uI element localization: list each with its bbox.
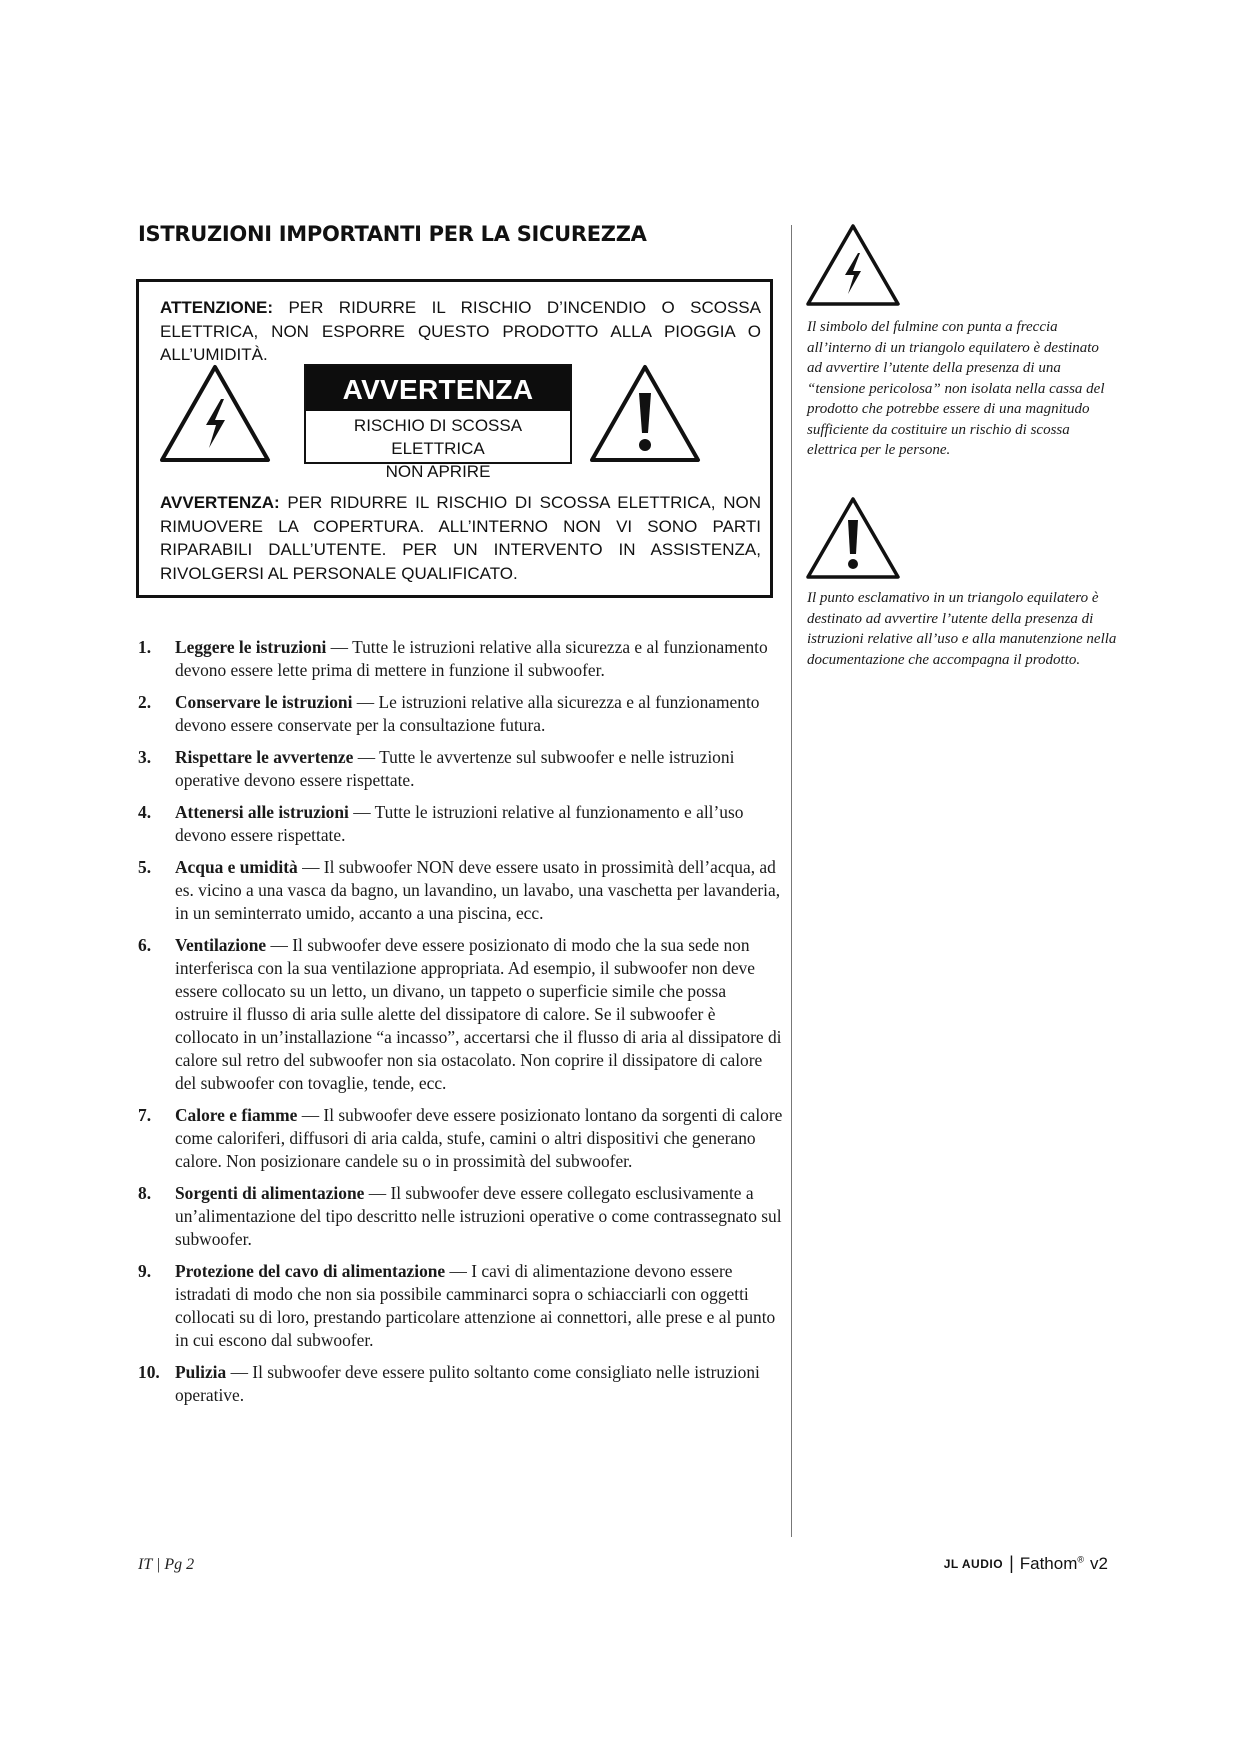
instruction-text: — Il subwoofer NON deve essere usato in prossimità dell’acqua, ad es. vicino a una vasca da bagno, un lavandino, un lavabo, una vaschetta per lavanderia, in un seminterrato umido, accanto a una piscina, ecc. — [175, 857, 781, 923]
instruction-number: 4. — [138, 802, 152, 822]
instruction-title: Conservare le istruzioni — [175, 692, 353, 712]
avvertenza-title: AVVERTENZA — [306, 366, 570, 411]
avvertenza-line-1: RISCHIO DI SCOSSA ELETTRICA — [353, 416, 523, 458]
instruction-number: 3. — [138, 747, 152, 767]
instruction-title: Acqua e umidità — [175, 857, 298, 877]
instruction-item — [138, 1182, 783, 1251]
product-name — [1020, 1554, 1084, 1574]
instruction-title: Rispettare le avvertenze — [175, 747, 354, 767]
instruction-item — [138, 1104, 783, 1173]
instruction-title: Sorgenti di alimentazione — [175, 1183, 365, 1203]
instruction-item — [138, 1260, 783, 1352]
brand-logo: JL AUDIO — [943, 1556, 1004, 1571]
attenzione-label: ATTENZIONE: — [160, 298, 274, 317]
instruction-number: 1. — [138, 637, 152, 657]
instruction-item — [138, 746, 783, 792]
instruction-number: 6. — [138, 935, 152, 955]
attenzione-text: PER RIDURRE IL RISCHIO D’INCENDIO O SCOSSA ELETTRICA, NON ESPORRE QUESTO PRODOTTO ALLA PIOGGIA O ALL’UMIDITÀ. — [160, 298, 761, 364]
page-title: ISTRUZIONI IMPORTANTI PER LA SICUREZZA — [138, 222, 647, 246]
product-title: Fathom — [1019, 1553, 1078, 1573]
instruction-title: Ventilazione — [175, 935, 267, 955]
exclamation-triangle-icon — [588, 363, 702, 464]
instruction-text: — Le istruzioni relative alla sicurezza e al funzionamento devono essere conservate per la consultazione futura. — [175, 692, 760, 735]
instruction-title: Pulizia — [175, 1362, 227, 1382]
product-version: v2 — [1090, 1553, 1108, 1573]
footer-brand — [944, 1553, 1108, 1574]
instruction-text: — Il subwoofer deve essere collegato esclusivamente a un’alimentazione del tipo descritto nelle istruzioni operative o come contrassegnato sul subwoofer. — [175, 1183, 782, 1249]
instruction-text: — I cavi di alimentazione devono essere istradati di modo che non sia possibile camminarci sopra o schiacciarli con oggetti collocati su di loro, prestando particolare attenzione ai connettori, alle prese e al punto in cui escono dal subwoofer. — [175, 1261, 776, 1350]
avvertenza-text: PER RIDURRE IL RISCHIO DI SCOSSA ELETTRICA, NON RIMUOVERE LA COPERTURA. ALL’INTERNO NON VI SONO PARTI RIPARABILI DALL’UTENTE. PER UN INTERVENTO IN ASSISTENZA, RIVOLGERSI AL PERSONALE QUALIFICATO. — [160, 493, 761, 583]
sidebar-exclamation-icon — [805, 496, 901, 580]
sidebar-exclamation-text: Il punto esclamativo in un triangolo equilatero è destinato ad avvertire l’utente della presenza di istruzioni relative all’uso e alla manutenzione nella documentazione che accompagna il prodotto. — [807, 590, 1117, 668]
instruction-text: — Il subwoofer deve essere pulito soltanto come consigliato nelle istruzioni operative. — [175, 1362, 760, 1405]
instruction-title: Leggere le istruzioni — [175, 637, 327, 657]
instruction-item — [138, 1361, 783, 1407]
instruction-number: 10. — [138, 1362, 160, 1382]
warning-bottom-text — [160, 491, 761, 585]
instruction-number: 5. — [138, 857, 152, 877]
sidebar-lightning-icon — [805, 223, 901, 307]
instructions-list — [138, 636, 783, 1416]
instruction-item — [138, 691, 783, 737]
instruction-number: 8. — [138, 1183, 152, 1203]
registered-mark: ® — [1077, 1553, 1085, 1564]
avvertenza-label: AVVERTENZA: — [160, 493, 280, 512]
sidebar-lightning-text: Il simbolo del fulmine con punta a freccia all’interno di un triangolo equilatero è destinato ad avvertire l’utente della presenza di una “tensione pericolosa” non isolata nella cassa del prodotto che potrebbe essere di una magnitudo sufficiente da costituire un rischio di scossa elettrica per le persone. — [807, 319, 1105, 458]
instruction-number: 2. — [138, 692, 152, 712]
instruction-number: 9. — [138, 1261, 152, 1281]
instruction-item — [138, 856, 783, 925]
instruction-text: — Tutte le istruzioni relative al funzionamento e all’uso devono essere rispettate. — [175, 802, 744, 845]
avvertenza-line-2: NON APRIRE — [385, 462, 491, 481]
column-divider — [791, 225, 792, 1537]
warning-box — [136, 279, 773, 598]
instruction-item — [138, 801, 783, 847]
footer-separator: | — [1009, 1553, 1014, 1573]
instruction-text: — Il subwoofer deve essere posizionato di modo che la sua sede non interferisca con la sua ventilazione appropriata. Ad esempio, il subwoofer non deve essere collocato su un letto, un divano, un tappeto o superficie simile che possa ostruire il flusso di aria sulle alette del dissipatore di calore. Se il subwoofer è collocato in un’installazione “a incasso”, accertarsi che il flusso di aria al dissipatore di calore sul retro del subwoofer non sia ostacolato. Non coprire il dissipatore di calore del subwoofer con tovaglie, tende, ecc. — [175, 935, 782, 1093]
instruction-number: 7. — [138, 1105, 152, 1125]
instruction-title: Attenersi alle istruzioni — [175, 802, 349, 822]
instruction-title: Protezione del cavo di alimentazione — [175, 1261, 446, 1281]
instruction-text: — Tutte le istruzioni relative alla sicurezza e al funzionamento devono essere lette prima di mettere in funzione il subwoofer. — [175, 637, 768, 680]
warning-top-text — [160, 296, 761, 367]
page-number: IT | Pg 2 — [138, 1556, 195, 1573]
instruction-item — [138, 934, 783, 1095]
instruction-text: — Il subwoofer deve essere posizionato lontano da sorgenti di calore come caloriferi, diffusori di aria calda, stufe, camini o altri dispositivi che generano calore. Non posizionare candele su o in prossimità del subwoofer. — [175, 1105, 783, 1171]
instruction-item — [138, 636, 783, 682]
lightning-triangle-icon — [158, 363, 272, 464]
avvertenza-block — [304, 364, 572, 481]
instruction-text: — Tutte le avvertenze sul subwoofer e nelle istruzioni operative devono essere rispettate. — [175, 747, 735, 790]
instruction-title: Calore e fiamme — [175, 1105, 298, 1125]
